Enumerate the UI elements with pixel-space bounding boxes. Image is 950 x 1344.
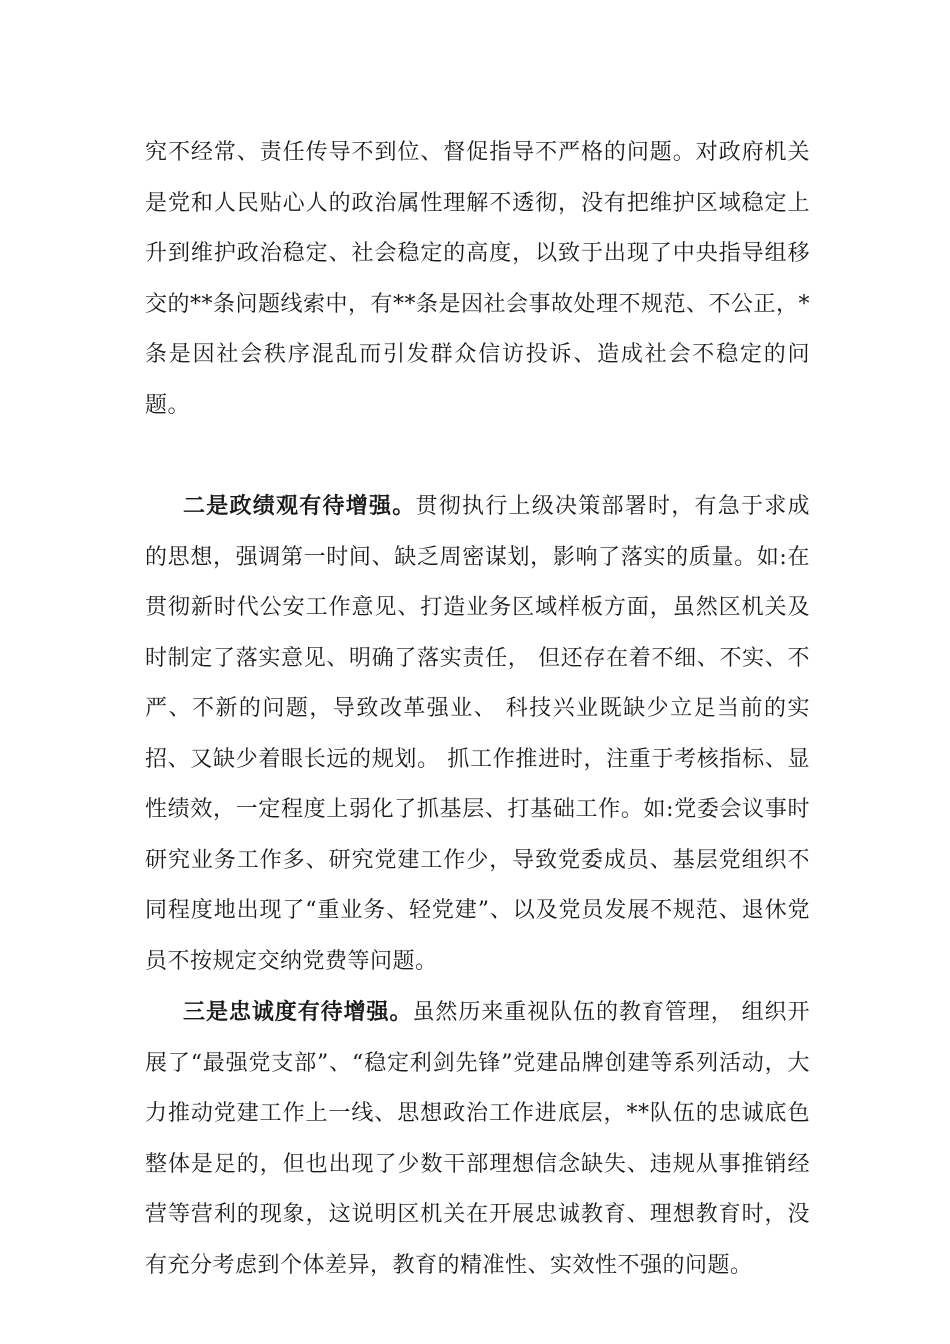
paragraph-loyalty	[145, 987, 810, 1291]
paragraph-body: 究不经常、责任传导不到位、督促指导不严格的问题。对政府机关是党和人民贴心人的政治属性理解不透彻，没有把维护区域稳定上升到维护政治稳定、社会稳定的高度，以致于出现了中央指导组移交的**条问题线索中，有**条是因社会事故处理不规范、不公正，*条是因社会秩序混乱而引发群众信访投诉、造成社会不稳定的问题。	[145, 140, 811, 418]
paragraph-body: 虽然历来重视队伍的教育管理， 组织开展了“最强党支部”、“稳定利剑先锋”党建品牌创建等系列活动，大力推动党建工作上一线、思想政治工作进底层，**队伍的忠诚底色整体是足的，但也出现了少数干部理想信念缺失、违规从事推销经营等营利的现象，这说明区机关在开展忠诚教育、理想教育时，没有充分考虑到个体差异，教育的精准性、实效性不强的问题。	[145, 1000, 810, 1278]
paragraph-gap	[145, 431, 810, 481]
paragraph-body: 贯彻执行上级决策部署时，有急于求成的思想，强调第一时间、缺乏周密谋划，影响了落实的质量。如:在贯彻新时代公安工作意见、打造业务区域样板方面，虽然区机关及时制定了落实意见、明确了落实责任， 但还存在着不细、不实、不严、不新的问题，导致改革强业、 科技兴业既缺少立足当前的实招、又缺少着眼长远的规划。 抓工作推进时，注重于考核指标、显性绩效，一定程度上弱化了抓基层、打基础工作。如:党委会议事时研究业务工作多、研究党建工作少，导致党委成员、基层党组织不同程度地出现了“重业务、轻党建”、以及党员发展不规范、退休党员不按规定交纳党费等问题。	[145, 494, 810, 974]
paragraph-heading: 三是忠诚度有待增强。	[183, 999, 413, 1025]
paragraph-continuation	[145, 128, 810, 431]
paragraph-political-performance	[145, 481, 810, 987]
paragraph-heading: 二是政绩观有待增强。	[183, 493, 416, 519]
document-page	[145, 128, 810, 1291]
